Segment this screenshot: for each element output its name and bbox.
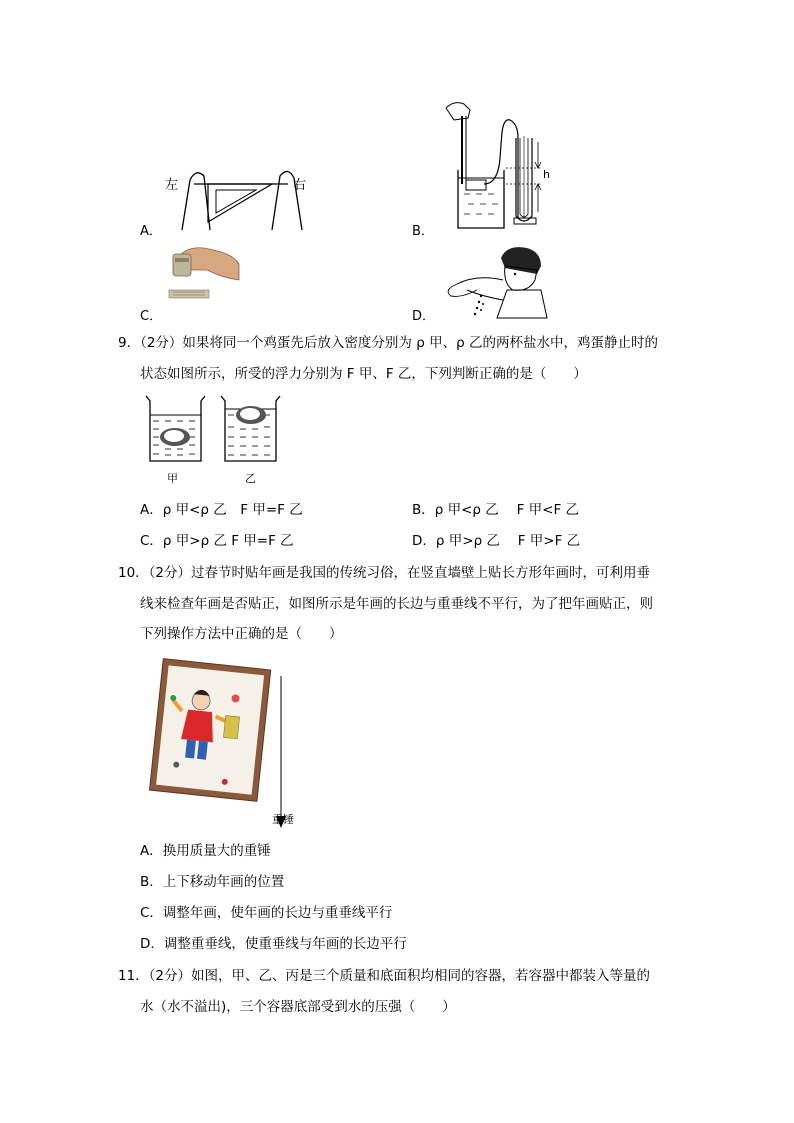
figure-c-hand-cup xyxy=(163,240,241,302)
option-8c: C． xyxy=(140,309,163,324)
question-11-line-2: 水（水不溢出)，三个容器底部受到水的压强（ ） xyxy=(140,999,456,1015)
figure-b-h-label: h xyxy=(543,168,550,181)
question-9-line-1: 9．（2分）如果将同一个鸡蛋先后放入密度分别为 ρ 甲、ρ 乙的两杯盐水中，鸡蛋静止时的 xyxy=(118,335,658,351)
figure-9-beakers xyxy=(143,393,283,465)
question-10-line-1: 10．（2分）过春节时贴年画是我国的传统习俗，在竖直墙壁上贴长方形年画时，可利用垂 xyxy=(118,565,651,581)
option-10b: B．上下移动年画的位置 xyxy=(140,874,285,890)
option-10a: A．换用质量大的重锤 xyxy=(140,843,271,859)
figure-a-hands-ruler xyxy=(160,160,320,232)
figure-10-new-year-painting xyxy=(140,656,300,832)
pressure-gauge-drawing xyxy=(440,98,570,234)
boy-drawing xyxy=(437,244,549,320)
question-10-line-2: 线来检查年画是否贴正，如图所示是年画的长边与重垂线不平行，为了把年画贴正，则 xyxy=(140,596,653,612)
question-10-line-3: 下列操作方法中正确的是（ ） xyxy=(140,626,343,642)
beakers-drawing xyxy=(143,393,283,465)
beaker-yi-label: 乙 xyxy=(245,472,256,485)
option-9c: C．ρ 甲>ρ 乙 F 甲=F 乙 xyxy=(140,533,294,549)
option-8a: A． xyxy=(140,224,162,239)
question-11-line-1: 11．（2分）如图，甲、乙、丙是三个质量和底面积均相同的容器，若容器中都装入等量的 xyxy=(118,968,651,984)
option-9d: D．ρ 甲>ρ 乙 F 甲>F 乙 xyxy=(412,533,581,549)
option-10d: D．调整重垂线，使重垂线与年画的长边平行 xyxy=(140,936,407,952)
option-8b: B． xyxy=(412,224,434,239)
option-8d: D． xyxy=(412,309,436,324)
beaker-jia-label: 甲 xyxy=(167,472,178,485)
hands-ruler-drawing xyxy=(160,160,320,232)
painting-drawing xyxy=(140,656,300,832)
option-9b: B．ρ 甲<ρ 乙 F 甲<F 乙 xyxy=(412,502,580,518)
figure-d-boy xyxy=(437,244,549,320)
option-9a: A．ρ 甲<ρ 乙 F 甲=F 乙 xyxy=(140,502,303,518)
figure-a-right-label: 右 xyxy=(293,178,307,193)
question-9-line-2: 状态如图所示，所受的浮力分别为 F 甲、F 乙，下列判断正确的是（ ） xyxy=(140,366,587,382)
figure-b-pressure-gauge xyxy=(440,98,570,234)
figure-a-left-label: 左 xyxy=(165,178,179,193)
hand-cup-drawing xyxy=(163,240,241,302)
plumb-weight-label: 重锤 xyxy=(272,813,294,826)
option-10c: C．调整年画，使年画的长边与重垂线平行 xyxy=(140,905,393,921)
